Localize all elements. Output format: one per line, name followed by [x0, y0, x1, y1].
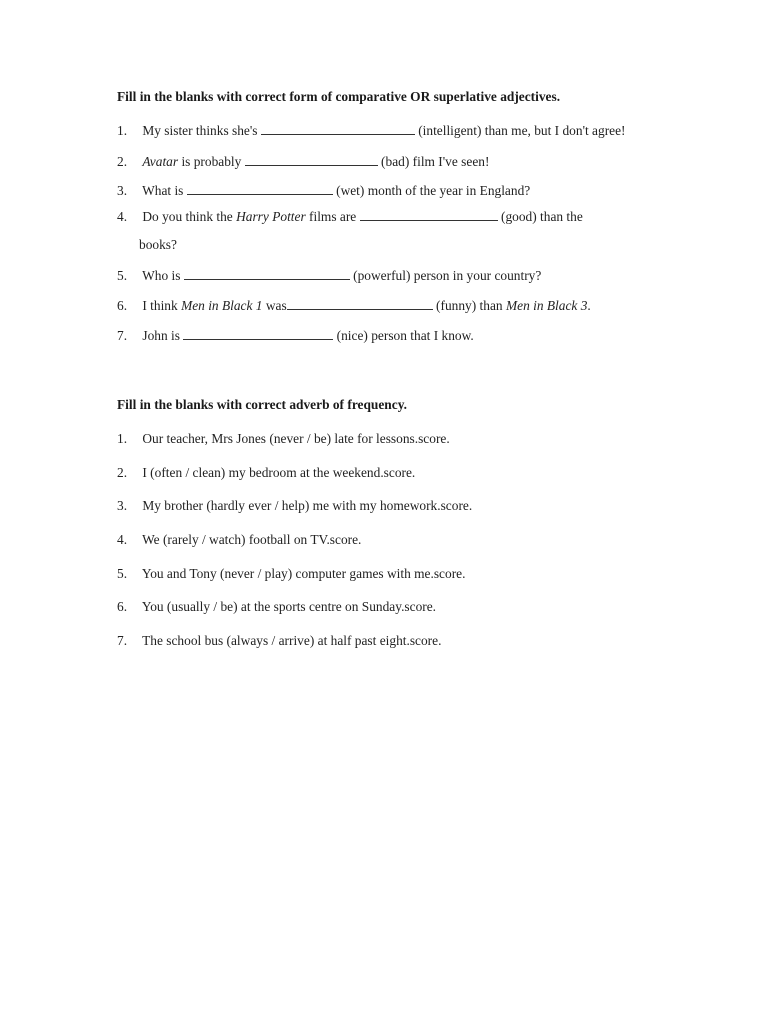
item-number: 2.: [117, 465, 128, 480]
item-number: 1.: [117, 123, 128, 138]
item-text: I think: [142, 298, 178, 313]
list-item: [117, 633, 441, 649]
list-item: [117, 532, 361, 548]
answer-blank[interactable]: [360, 208, 498, 221]
item-title: Men in Black 3: [505, 298, 588, 313]
section-heading-comparatives: Fill in the blanks with correct form of comparative OR superlative adjectives.: [117, 89, 561, 104]
item-title: Men in Black 1: [181, 298, 263, 313]
item-text: is probably: [181, 154, 242, 169]
item-text: I (often / clean) my bedroom at the weekend.score.: [142, 465, 416, 480]
answer-blank[interactable]: [287, 297, 433, 310]
item-text: was: [265, 298, 287, 313]
item-number: 1.: [117, 431, 128, 446]
item-number: 3.: [117, 183, 128, 198]
item-text: My sister thinks she's: [142, 123, 258, 138]
list-item: [117, 122, 626, 139]
item-hint: (wet) month of the year in England?: [336, 183, 531, 198]
item-text: films are: [309, 209, 357, 224]
item-text: The school bus (always / arrive) at half past eight.score.: [142, 633, 442, 648]
item-number: 4.: [117, 209, 128, 224]
answer-blank[interactable]: [183, 327, 333, 340]
answer-blank[interactable]: [184, 267, 350, 280]
item-number: 2.: [117, 154, 128, 169]
item-text: We (rarely / watch) football on TV.score.: [142, 532, 362, 547]
list-item: [117, 599, 436, 615]
item-number: 6.: [117, 298, 128, 313]
list-item: [117, 153, 489, 170]
section-heading-adverbs: Fill in the blanks with correct adverb of frequency.: [117, 397, 407, 412]
item-text: Who is: [142, 268, 181, 283]
list-item: [117, 566, 465, 582]
answer-blank[interactable]: [187, 182, 333, 195]
item-number: 4.: [117, 532, 128, 547]
item-hint: (funny) than: [436, 298, 503, 313]
item-text: .: [587, 298, 591, 313]
item-number: 7.: [117, 633, 128, 648]
item-number: 3.: [117, 498, 128, 513]
item-text: Do you think the: [142, 209, 233, 224]
list-item: [117, 465, 415, 481]
item-title: Harry Potter: [236, 209, 306, 224]
list-item: [117, 431, 450, 447]
item-number: 5.: [117, 268, 128, 283]
item-number: 5.: [117, 566, 128, 581]
item-hint: (bad) film I've seen!: [381, 154, 490, 169]
list-item: [117, 182, 530, 199]
item-text: You and Tony (never / play) computer games with me.score.: [141, 566, 466, 581]
list-item: [117, 267, 541, 284]
item-hint: (powerful) person in your country?: [353, 268, 542, 283]
item-hint: (good) than the: [500, 209, 583, 224]
item-number: 6.: [117, 599, 128, 614]
item-title: Avatar: [142, 154, 179, 169]
item-text: John is: [142, 328, 180, 343]
list-item: [117, 327, 474, 344]
item-text: Our teacher, Mrs Jones (never / be) late for lessons.score.: [142, 431, 450, 446]
item-continuation: books?: [139, 237, 177, 252]
item-hint: (intelligent) than me, but I don't agree!: [418, 123, 626, 138]
answer-blank[interactable]: [245, 153, 378, 166]
item-text: What is: [142, 183, 184, 198]
list-item: [117, 208, 583, 225]
item-text: My brother (hardly ever / help) me with my homework.score.: [142, 498, 473, 513]
item-hint: (nice) person that I know.: [336, 328, 474, 343]
list-item: [117, 498, 472, 514]
list-item: [117, 297, 591, 314]
answer-blank[interactable]: [261, 122, 415, 135]
item-text: You (usually / be) at the sports centre on Sunday.score.: [141, 599, 437, 614]
item-number: 7.: [117, 328, 128, 343]
